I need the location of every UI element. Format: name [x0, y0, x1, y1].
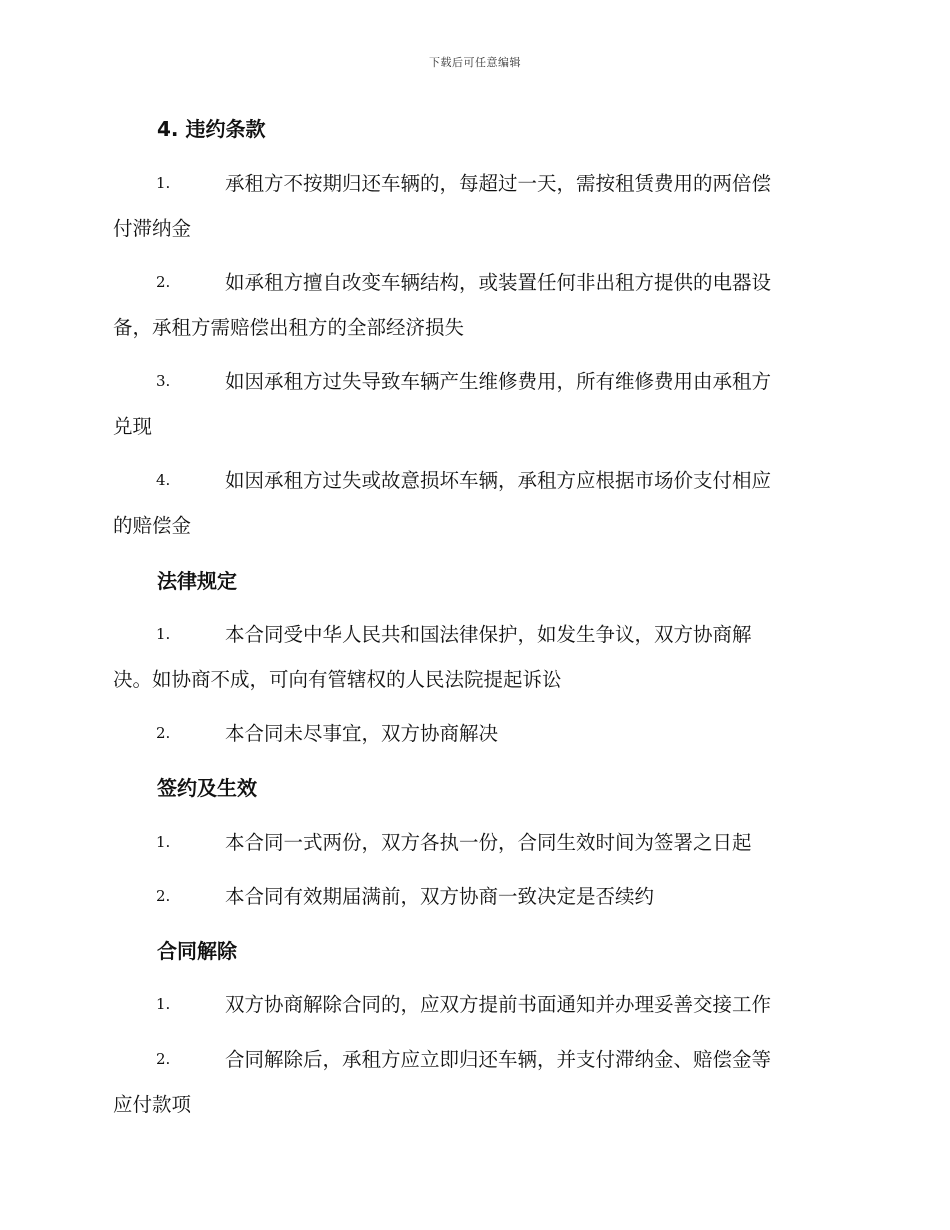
clause-signing-2	[113, 874, 837, 919]
clause-text-continued: 决。如协商不成，可向有管辖权的人民法院提起诉讼	[113, 668, 562, 691]
clause-breach-4	[113, 458, 837, 548]
clause-text: 承租方不按期归还车辆的，每超过一天，需按租赁费用的两倍偿	[225, 172, 772, 195]
section-heading-signing: 签约及生效	[157, 776, 257, 800]
clause-text-continued: 备，承租方需赔偿出租方的全部经济损失	[113, 316, 465, 339]
section-heading-law: 法律规定	[157, 569, 237, 593]
clause-text: 如因承租方过失或故意损坏车辆，承租方应根据市场价支付相应	[225, 469, 772, 492]
clause-text-continued: 的赔偿金	[113, 514, 192, 537]
clause-text: 本合同有效期届满前，双方协商一致决定是否续约	[225, 885, 655, 908]
clause-termination-2	[113, 1037, 837, 1127]
clause-text: 双方协商解除合同的，应双方提前书面通知并办理妥善交接工作	[225, 993, 772, 1016]
clause-number: 3.	[156, 372, 171, 390]
clause-number: 1.	[156, 174, 171, 192]
clause-number: 4.	[156, 471, 171, 489]
clause-number: 2.	[156, 1050, 171, 1068]
clause-number: 2.	[156, 887, 171, 905]
section-heading-breach: 4. 违约条款	[157, 117, 266, 141]
clause-text: 合同解除后，承租方应立即归还车辆，并支付滞纳金、赔偿金等	[225, 1048, 772, 1071]
clause-text: 本合同受中华人民共和国法律保护，如发生争议，双方协商解	[225, 623, 752, 646]
clause-text-continued: 付滞纳金	[113, 217, 192, 240]
clause-signing-1	[113, 820, 837, 865]
clause-text: 如因承租方过失导致车辆产生维修费用，所有维修费用由承租方	[225, 370, 772, 393]
clause-breach-1	[113, 161, 837, 251]
clause-text: 本合同一式两份，双方各执一份，合同生效时间为签署之日起	[225, 831, 752, 854]
clause-text-continued: 兑现	[113, 415, 153, 438]
clause-number: 1.	[156, 995, 171, 1013]
clause-text-continued: 应付款项	[113, 1093, 192, 1116]
clause-law-2	[113, 711, 837, 756]
page-header: 下载后可任意编辑	[429, 56, 521, 69]
clause-number: 1.	[156, 625, 171, 643]
clause-number: 1.	[156, 833, 171, 851]
clause-number: 2.	[156, 724, 171, 742]
clause-number: 2.	[156, 273, 171, 291]
clause-breach-3	[113, 359, 837, 449]
clause-breach-2	[113, 260, 837, 350]
section-heading-termination: 合同解除	[157, 939, 237, 963]
clause-text: 如承租方擅自改变车辆结构，或装置任何非出租方提供的电器设	[225, 271, 772, 294]
clause-text: 本合同未尽事宜，双方协商解决	[225, 722, 499, 745]
clause-termination-1	[113, 982, 837, 1027]
clause-law-1	[113, 612, 837, 702]
